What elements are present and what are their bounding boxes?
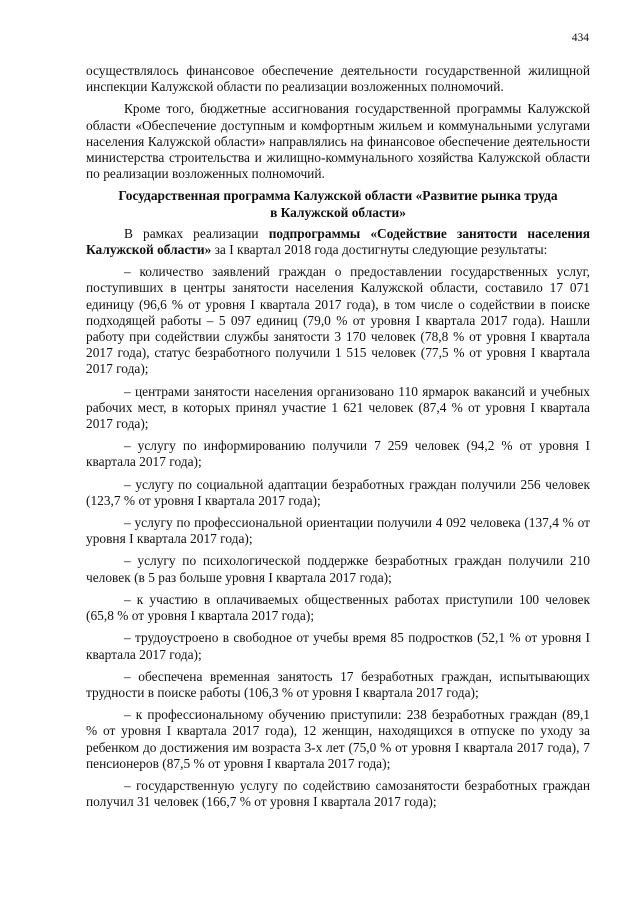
result-item: – государственную услугу по содействию самозанятости безработных граждан получил 31 человек (166,7 % от уровня I квартала 2017 года); — [86, 777, 590, 810]
page-content — [86, 63, 590, 816]
result-item: – услугу по информированию получили 7 259 человек (94,2 % от уровня I квартала 2017 года); — [86, 438, 590, 470]
result-item: – услугу по психологической поддержке безработных граждан получили 210 человек (в 5 раз больше уровня I квартала 2017 года); — [86, 553, 590, 585]
page-number: 434 — [571, 32, 589, 44]
subprogram-name: подпрограммы «Содействие занятости населения Калужской области» — [86, 225, 590, 258]
lead-paragraph — [86, 226, 590, 258]
intro-paragraph: Кроме того, бюджетные ассигнования государственной программы Калужской области «Обеспечение доступным и комфортным жильем и коммунальными услугами населения Калужской области» направлялись на финансовое обеспечение деятельности министерства строительства и жилищно-коммунального хозяйства Калужской области по реализации возложенных полномочий. — [86, 101, 590, 182]
result-item: – к участию в оплачиваемых общественных работах приступили 100 человек (65,8 % от уровня I квартала 2017 года); — [86, 591, 590, 624]
result-item: – трудоустроено в свободное от учебы время 85 подростков (52,1 % от уровня I квартала 2017 года); — [86, 630, 590, 662]
result-item: – центрами занятости населения организовано 110 ярмарок вакансий и учебных рабочих мест, в которых принял участие 1 621 человек (87,4 % от уровня I квартала 2017 года); — [86, 383, 590, 432]
result-item: – к профессиональному обучению приступили: 238 безработных граждан (89,1 % от уровня I квартала 2017 года), 12 женщин, находящихся в отпуске по уходу за ребенком до достижения им возраста 3-х лет (75,0 % от уровня I квартала 2017 года), 7 пенсионеров (87,5 % от уровня I квартала 2017 года); — [86, 707, 590, 771]
result-item: – обеспечена временная занятость 17 безработных граждан, испытывающих трудности в поиске работы (106,3 % от уровня I квартала 2017 года); — [86, 668, 590, 700]
result-item: – количество заявлений граждан о предоставлении государственных услуг, поступивших в центры занятости населения Калужской области, составило 17 071 единицу (96,6 % от уровня I квартала 2017 года), в том числе о содействии в поиске подходящей работы – 5 097 единиц (79,0 % от уровня I квартала 2017 года). Нашли работу при содействии службы занятости 3 170 человек (78,8 % от уровня I квартала 2017 года), статус безработного получили 1 515 человек (77,5 % от уровня I квартала 2017 года); — [86, 264, 590, 377]
section-title-line: Государственная программа Калужской области «Развитие рынка труда — [118, 188, 558, 204]
lead-text: за I квартал 2018 года достигнуты следующие результаты: — [211, 242, 548, 258]
section-title-line: в Калужской области» — [270, 204, 406, 220]
result-item: – услугу по профессиональной ориентации получили 4 092 человека (137,4 % от уровня I квартала 2017 года); — [86, 515, 590, 547]
result-item: – услугу по социальной адаптации безработных граждан получили 256 человек (123,7 % от уровня I квартала 2017 года); — [86, 476, 590, 508]
intro-paragraph: осуществлялось финансовое обеспечение деятельности государственной жилищной инспекции Калужской области по реализации возложенных полномочий. — [86, 63, 590, 95]
section-title — [86, 188, 590, 220]
lead-text: В рамках реализации — [124, 225, 269, 241]
